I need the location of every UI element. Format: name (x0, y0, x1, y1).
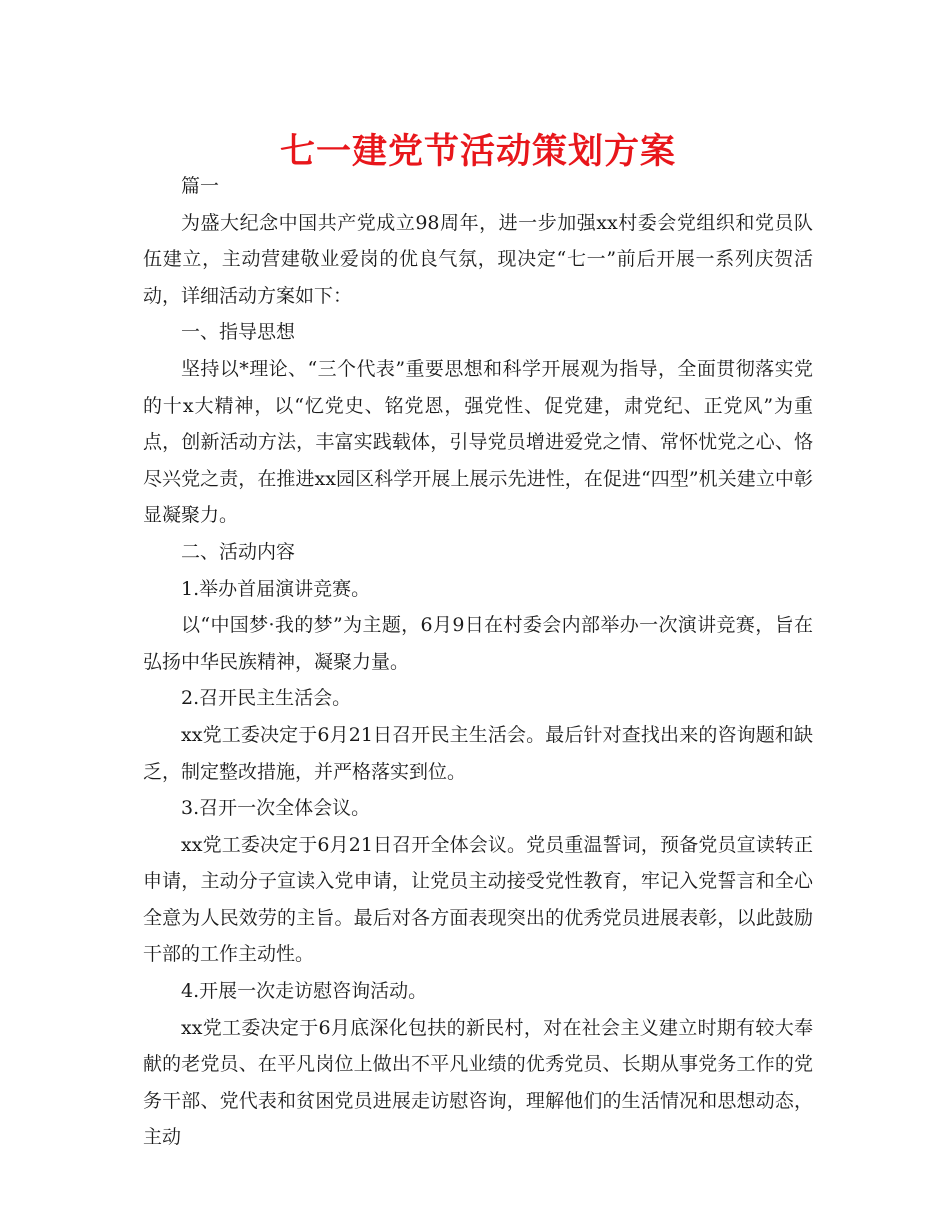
item-4-paragraph: xx党工委决定于6月底深化包扶的新民村，对在社会主义建立时期有较大奉献的老党员、在平凡岗位上做出不平凡业绩的优秀党员、长期从事党务工作的党务干部、党代表和贫困党员进展走访慰咨询，理解他们的生活情况和思想动态，主动 (143, 1016, 813, 1149)
item-4-heading: 4.开展一次走访慰咨询活动。 (181, 980, 428, 1003)
heading-guiding-ideology: 一、指导思想 (181, 321, 296, 344)
item-1-heading: 1.举办首届演讲竞赛。 (181, 577, 371, 600)
item-2-paragraph: xx党工委决定于6月21日召开民主生活会。最后针对查找出来的咨询题和缺乏，制定整改措施，并严格落实到位。 (143, 723, 813, 783)
guiding-ideology-paragraph: 坚持以*理论、“三个代表”重要思想和科学开展观为指导，全面贯彻落实党的十x大精神，以“忆党史、铭党恩，强党性、促党建，肃党纪、正党风”为重点，创新活动方法，丰富实践载体，引导党员增进爱党之情、常怀忧党之心、恪尽兴党之责，在推进xx园区科学开展上展示先进性，在促进“四型”机关建立中彰显凝聚力。 (143, 357, 813, 527)
item-3-heading: 3.召开一次全体会议。 (181, 797, 371, 820)
item-3-paragraph: xx党工委决定于6月21日召开全体会议。党员重温誓词，预备党员宣读转正申请，主动分子宣读入党申请，让党员主动接受党性教育，牢记入党誓言和全心全意为人民效劳的主旨。最后对各方面表现突出的优秀党员进展表彰，以此鼓励干部的工作主动性。 (143, 833, 813, 966)
heading-activity-content: 二、活动内容 (181, 540, 296, 563)
intro-paragraph: 为盛大纪念中国共产党成立98周年，进一步加强xx村委会党组织和党员队伍建立，主动营建敬业爱岗的优良气氛，现决定“七一”前后开展一系列庆贺活动，详细活动方案如下： (143, 211, 813, 307)
document-body (143, 168, 813, 1156)
document-page (143, 0, 813, 1156)
document-title: 七一建党节活动策划方案 (279, 132, 676, 172)
item-2-heading: 2.召开民主生活会。 (181, 687, 352, 710)
section-label: 篇一 (181, 175, 220, 197)
item-1-paragraph: 以“中国梦·我的梦”为主题，6月9日在村委会内部举办一次演讲竞赛，旨在弘扬中华民族精神，凝聚力量。 (143, 614, 813, 673)
